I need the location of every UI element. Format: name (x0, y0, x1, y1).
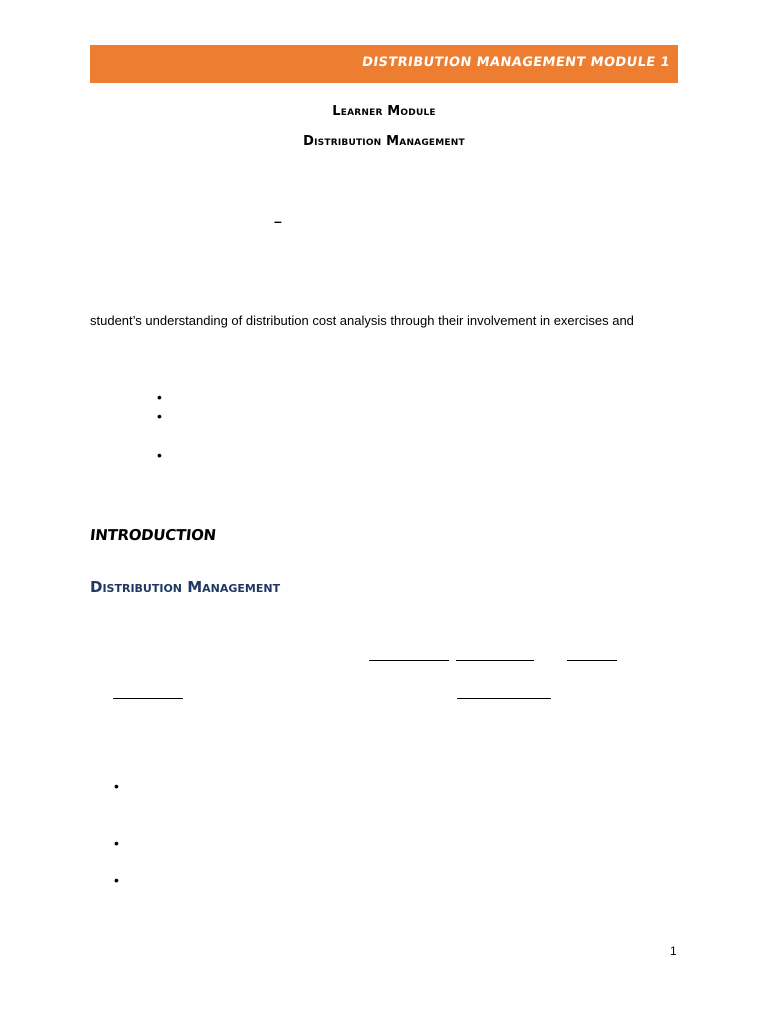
bullet-point: • (157, 389, 162, 405)
underline-rule (369, 660, 449, 661)
bullet-point: • (114, 778, 119, 794)
underline-rule (456, 660, 534, 661)
page-number: 1 (670, 944, 677, 958)
bullet-point: • (157, 408, 162, 424)
bullet-point: • (114, 835, 119, 851)
header-title: DISTRIBUTION MANAGEMENT MODULE 1 (361, 55, 672, 70)
introduction-heading: INTRODUCTION (89, 526, 217, 544)
header-bar (90, 45, 678, 83)
underline-rule (113, 698, 183, 699)
underline-rule (567, 660, 617, 661)
module-title: Learner Module (332, 104, 436, 119)
bullet-point: • (114, 872, 119, 888)
module-subtitle: Distribution Management (303, 134, 465, 149)
bullet-point: • (157, 447, 162, 463)
body-text-line: student’s understanding of distribution cost analysis through their involvement in exercises and (90, 313, 634, 328)
dash-mark: – (274, 213, 282, 229)
section-heading: Distribution Management (90, 578, 281, 596)
underline-rule (457, 698, 551, 699)
